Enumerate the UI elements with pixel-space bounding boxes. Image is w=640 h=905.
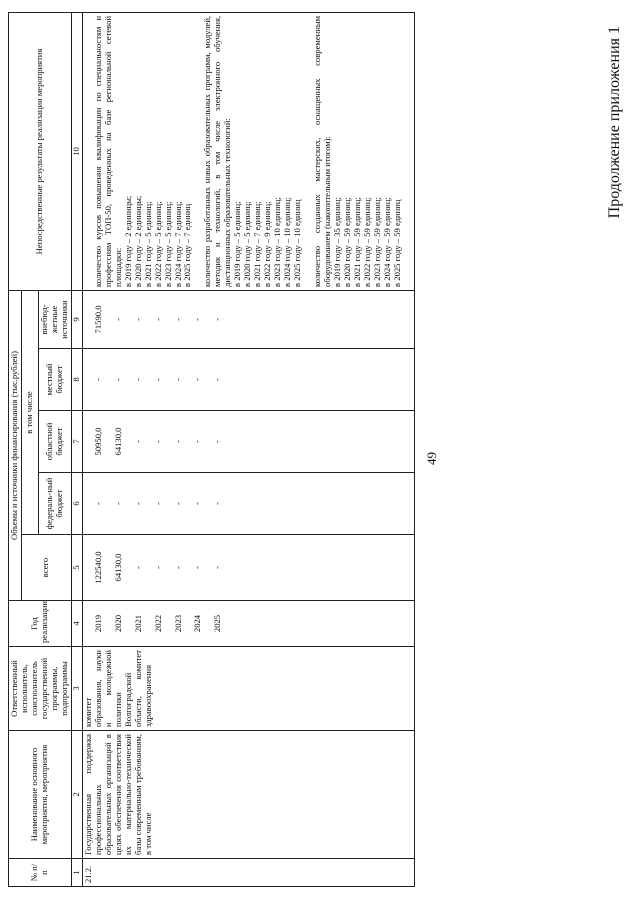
year-value: 2021 — [132, 614, 143, 633]
header-financing: Объемы и источники финансирования (тыс.рублей) — [9, 290, 22, 600]
local-value: - — [92, 378, 103, 381]
header-regional: областной бюджет — [38, 411, 71, 473]
column-number-row — [71, 12, 82, 886]
extra-value: 71590,0 — [92, 305, 103, 334]
regional-value: - — [172, 440, 183, 443]
row-local — [82, 349, 414, 411]
col-number: 8 — [71, 349, 82, 411]
page-number: 49 — [424, 452, 439, 465]
local-value: - — [112, 378, 123, 381]
year-value: 2019 — [92, 614, 103, 633]
result-indicator: количество курсов повышения квалификации по специальностям и профессиям ТОП-50, проведенных на базе региональной сетевой площадки: в 2019 году – 2 единицы; в 2020 году – 2 единицы; в 2021 году – 5 единиц; в 2022 году – 5 единиц; в 2023 году – 5 единиц; в 2024 году – 7 единиц; в 2025 году – 7 единиц — [92, 15, 193, 287]
header-extra: внебюд-жетные источники — [38, 290, 71, 348]
program-table — [8, 12, 415, 887]
col-number: 3 — [71, 647, 82, 731]
row-number: 21.2. — [82, 859, 414, 887]
local-value: - — [172, 378, 183, 381]
local-value: - — [152, 378, 163, 381]
federal-value: - — [112, 502, 123, 505]
extra-value: - — [132, 318, 143, 321]
regional-value: - — [152, 440, 163, 443]
extra-value: - — [192, 318, 203, 321]
extra-value: - — [152, 318, 163, 321]
federal-value: - — [132, 502, 143, 505]
col-number: 2 — [71, 731, 82, 859]
local-value: - — [192, 378, 203, 381]
row-total — [82, 535, 414, 601]
row-results — [82, 12, 414, 290]
extra-value: - — [172, 318, 183, 321]
row-federal — [82, 473, 414, 535]
row-extra — [82, 290, 414, 348]
col-number: 6 — [71, 473, 82, 535]
total-value: 64130,0 — [112, 553, 123, 582]
total-value: - — [172, 566, 183, 569]
regional-value: - — [192, 440, 203, 443]
row-name: Государственная поддержка профессиональных образовательных организаций в целях обеспечения соответствия их материально-технической базы современным требованиям, в том числе — [82, 731, 414, 859]
extra-value: - — [112, 318, 123, 321]
extra-value: - — [212, 318, 223, 321]
total-value: - — [212, 566, 223, 569]
header-name: Наименование основного мероприятия, мероприятия — [9, 731, 72, 859]
header-executor: Ответственный исполнитель, соисполнитель государственной программы, подпрограммы — [9, 647, 72, 731]
regional-value: 50950,0 — [92, 427, 103, 456]
total-value: - — [132, 566, 143, 569]
row-regional — [82, 411, 414, 473]
result-indicator: количество созданных мастерских, оснащенных современным оборудованием (накопительным итогом): в 2019 году – 35 единиц; в 2020 году – 59 единиц; в 2021 году – 59 единиц; в 2022 году – 59 единиц; в 2023 году – 59 единиц; в 2024 году – 59 единиц; в 2025 году – 59 единиц — [312, 15, 402, 287]
col-number: 5 — [71, 535, 82, 601]
col-number: 4 — [71, 601, 82, 647]
table-row — [82, 12, 414, 886]
year-value: 2020 — [112, 614, 123, 633]
federal-value: - — [212, 502, 223, 505]
federal-value: - — [172, 502, 183, 505]
regional-value: - — [212, 440, 223, 443]
total-value: - — [192, 566, 203, 569]
year-value: 2022 — [152, 614, 163, 633]
col-number: 10 — [71, 12, 82, 290]
col-number: 7 — [71, 411, 82, 473]
header-federal: федераль-ный бюджет — [38, 473, 71, 535]
local-value: - — [212, 378, 223, 381]
col-number: 9 — [71, 290, 82, 348]
result-indicator: количество разработанных новых образовательных программ, модулей, методик и технологий, в том числе электронного обучения, дистанционных образовательных технологий: в 2019 году – 5 единиц; в 2020 году – 5 единиц; в 2021 году – 7 единиц; в 2022 году – 9 единиц; в 2023 году – 10 единиц; в 2024 году – 10 единиц; в 2025 году – 10 единиц — [202, 15, 303, 287]
row-years — [82, 601, 414, 647]
header-local: местный бюджет — [38, 349, 71, 411]
federal-value: - — [192, 502, 203, 505]
total-value: 122540,0 — [92, 551, 103, 584]
header-total: всего — [21, 535, 71, 601]
header-incl: в том числе — [21, 290, 38, 534]
year-value: 2023 — [172, 614, 183, 633]
regional-value: - — [132, 440, 143, 443]
header-results: Непосредственные результаты реализации мероприятия — [9, 12, 72, 290]
year-value: 2024 — [192, 614, 203, 633]
header-num: № п/п — [9, 859, 72, 887]
header-year: Год реализации — [9, 601, 72, 647]
appendix-continuation: Продолжение приложения 1 — [606, 26, 623, 219]
col-number: 1 — [71, 859, 82, 887]
federal-value: - — [92, 502, 103, 505]
total-value: - — [152, 566, 163, 569]
federal-value: - — [152, 502, 163, 505]
local-value: - — [132, 378, 143, 381]
row-executor: комитет образования, науки и молодежной политики Волгоградской области, комитет здравоохранения — [82, 647, 414, 731]
year-value: 2025 — [212, 614, 223, 633]
regional-value: 64130,0 — [112, 427, 123, 456]
